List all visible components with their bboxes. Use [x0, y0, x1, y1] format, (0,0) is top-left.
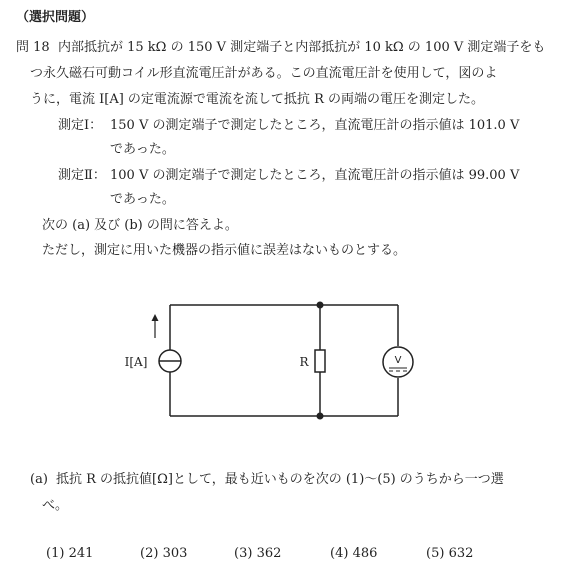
- problem-text-line-3: うに，電流 I[A] の定電流源で電流を流して抵抗 R の両端の電圧を測定した。: [30, 92, 484, 107]
- voltmeter-label: V: [394, 355, 402, 366]
- circuit-wires: [170, 305, 398, 416]
- problem-text-line-2: つ永久磁石可動コイル形直流電圧計がある。この直流電圧計を使用して，図のよ: [30, 66, 498, 81]
- option-5[interactable]: [426, 546, 473, 561]
- section-title: （選択問題）: [16, 10, 95, 25]
- option-1-number: (1): [46, 546, 65, 561]
- option-5-number: (5): [426, 546, 445, 561]
- question-a-line-1: 抵抗 R の抵抗値[Ω]として，最も近いものを次の (1)～(5) のうちから一つ選: [56, 472, 504, 487]
- option-5-value: 632: [448, 546, 474, 561]
- measurement-1-cont: であった。: [110, 142, 175, 157]
- current-source-icon: [159, 350, 181, 372]
- option-4[interactable]: [330, 546, 377, 561]
- current-arrow-icon: [152, 314, 159, 338]
- answer-options: [46, 546, 546, 564]
- problem-number: 問 18: [16, 40, 50, 55]
- option-2[interactable]: [140, 546, 187, 561]
- option-3-number: (3): [234, 546, 253, 561]
- option-2-number: (2): [140, 546, 159, 561]
- measurement-1-label: 測定Ⅰ：: [58, 118, 103, 133]
- junction-dot-bottom: [317, 413, 324, 420]
- option-1[interactable]: [46, 546, 93, 561]
- instruction: 次の (a) 及び (b) の問に答えよ。: [42, 218, 238, 233]
- junction-dot-top: [317, 302, 324, 309]
- circuit-diagram: [100, 288, 420, 428]
- measurement-2-cont: であった。: [110, 192, 175, 207]
- option-4-value: 486: [352, 546, 378, 561]
- note: ただし，測定に用いた機器の指示値に誤差はないものとする。: [42, 243, 407, 258]
- option-2-value: 303: [162, 546, 188, 561]
- option-3[interactable]: [234, 546, 281, 561]
- source-label: I[A]: [124, 355, 148, 369]
- measurement-2-text: 100 V の測定端子で測定したところ，直流電圧計の指示値は 99.00 V: [110, 168, 520, 183]
- resistor-label: R: [299, 355, 309, 369]
- resistor-icon: [315, 350, 325, 372]
- option-1-value: 241: [68, 546, 94, 561]
- problem-text-line-1: 内部抵抗が 15 kΩ の 150 V 測定端子と内部抵抗が 10 kΩ の 100 V 測定端子をも: [58, 40, 546, 55]
- option-4-number: (4): [330, 546, 349, 561]
- question-a-label: (a): [30, 472, 48, 487]
- option-3-value: 362: [256, 546, 282, 561]
- question-a-line-2: べ。: [42, 498, 69, 513]
- measurement-2-label: 測定Ⅱ：: [58, 168, 106, 183]
- measurement-1-text: 150 V の測定端子で測定したところ，直流電圧計の指示値は 101.0 V: [110, 118, 520, 133]
